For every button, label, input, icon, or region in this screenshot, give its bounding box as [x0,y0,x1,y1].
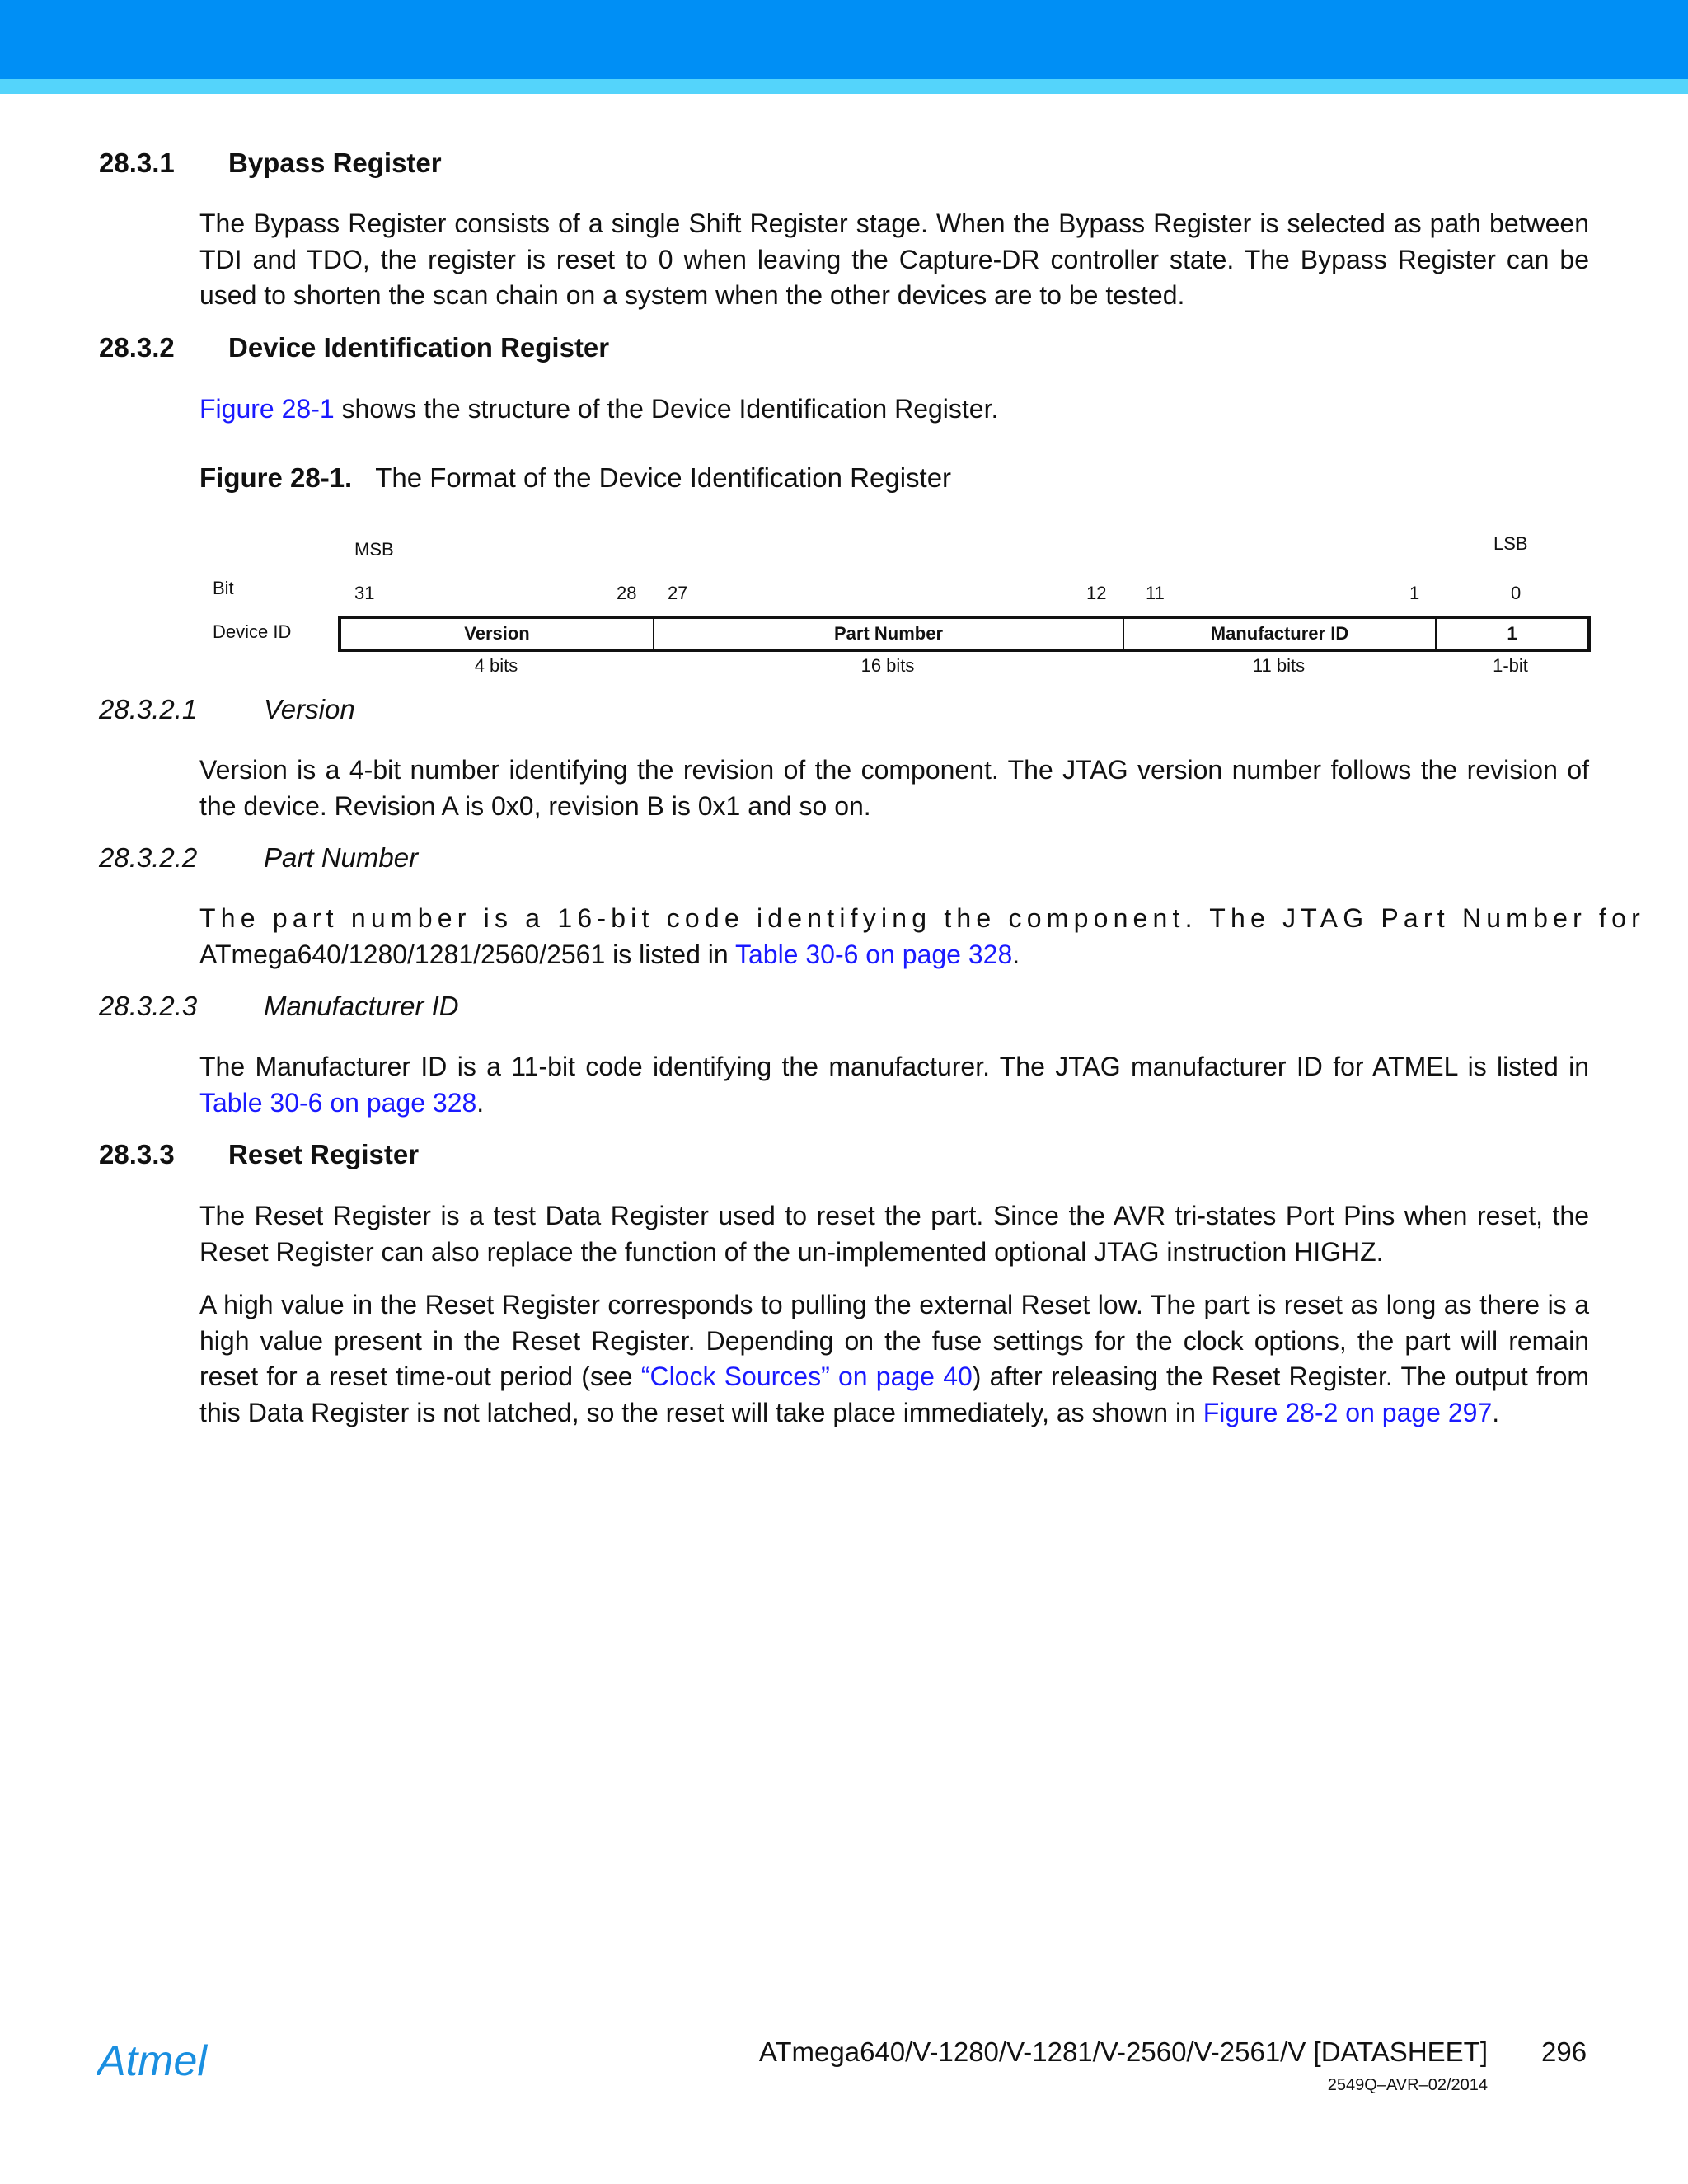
msb-label: MSB [354,539,394,560]
bit-1: 1 [1409,583,1420,603]
field-width-part-number: 16 bits [860,655,915,676]
reset-paragraph-2 [199,1287,1589,1431]
version-paragraph: Version is a 4-bit number identifying the revision of the component. The JTAG version number follows the revision of the device. Revision A is 0x0, revision B is 0x1 and so on. [199,755,1589,821]
footer-document-title: ATmega640/V-1280/V-1281/V-2560/V-2561/V [DATASHEET] [758,2036,1488,2067]
intro-text: shows the structure of the Device Identification Register. [334,394,999,424]
figure-title: The Format of the Device Identification Register [375,462,952,493]
footer-page-number: 296 [1541,2036,1587,2067]
figure-28-1-link[interactable]: Figure 28-1 [199,394,335,424]
manufacturer-id-paragraph [199,1049,1589,1121]
bit-31: 31 [354,583,375,603]
device-id-register [338,616,1591,652]
subsection-title: Part Number [264,842,419,873]
logo-text: Atmel [97,2037,207,2085]
bypass-paragraph: The Bypass Register consists of a single Shift Register stage. When the Bypass Register is selected as path between TDI and TDO, the register is reset to 0 when leaving the Capture-DR controller state. The Bypass Register can be used to shorten the scan chain on a system when the other devices are to be tested. [199,209,1589,310]
section-number: 28.3.2 [99,332,175,363]
field-manufacturer-id: Manufacturer ID [1124,619,1437,649]
field-width-version: 4 bits [474,655,518,676]
section-title: Device Identification Register [228,332,610,363]
bit-28: 28 [617,583,637,603]
header-bar [0,0,1688,79]
section-number: 28.3.1 [99,148,175,178]
device-id-intro [199,391,1589,428]
subsection-title: Version [264,694,355,724]
figure-28-2-link[interactable]: Figure 28-2 on page 297 [1203,1397,1493,1427]
section-title: Bypass Register [228,148,442,178]
reset-text-b: ) after releasing the Reset Register. The output from this Data Register is not latched, so the reset will take place immediately, as shown in [199,1361,1590,1427]
table-30-6-link[interactable]: Table 30-6 on page 328 [734,939,1013,969]
section-title: Reset Register [228,1139,420,1169]
part-number-line-1: The part number is a 16-bit code identifying the component. The JTAG Part Number for [199,903,1646,933]
figure-label: Figure 28-1. [199,462,353,493]
subsection-number: 28.3.2.3 [99,991,198,1021]
clock-sources-link[interactable]: “Clock Sources” on page 40 [640,1361,973,1391]
period: . [1012,939,1020,969]
subsection-number: 28.3.2.1 [99,694,198,724]
figure-caption [199,462,951,494]
section-number: 28.3.3 [99,1139,175,1169]
lsb-label: LSB [1493,533,1528,554]
reset-paragraph-1: The Reset Register is a test Data Register used to reset the part. Since the AVR tri-states Port Pins when reset, the Reset Register can also replace the function of the un-implemented optional JTAG instruction HIGHZ. [199,1201,1589,1267]
bit-11: 11 [1146,583,1165,603]
atmel-logo [97,2036,239,2085]
bit-row-label: Bit [213,578,234,598]
period: . [476,1087,485,1118]
bit-0: 0 [1511,583,1522,603]
table-30-6-link[interactable]: Table 30-6 on page 328 [199,1087,477,1118]
field-part-number: Part Number [654,619,1124,649]
footer-document-code: 2549Q–AVR–02/2014 [1327,2076,1488,2094]
field-width-manufacturer-id: 11 bits [1252,655,1306,676]
part-number-paragraph [199,901,1646,972]
field-width-fixed-bit: 1-bit [1493,655,1528,676]
reset-text-a: A high value in the Reset Register corresponds to pulling the external Reset low. The part is reset as long as there is a high value present in the Reset Register. Depending on the fuse settings for the clock options, the part will remain reset for a reset time-out period (see [199,1290,1589,1391]
subsection-title: Manufacturer ID [264,991,459,1021]
part-number-text: ATmega640/1280/1281/2560/2561 is listed in [199,939,735,969]
header-stripe [0,79,1688,94]
bit-12: 12 [1086,583,1107,603]
period: . [1492,1397,1500,1427]
field-version: Version [341,619,654,649]
bit-27: 27 [668,583,688,603]
subsection-number: 28.3.2.2 [99,842,198,873]
part-number-line-2 [199,937,1589,973]
field-fixed-bit: 1 [1507,623,1517,644]
manufacturer-id-text: The Manufacturer ID is a 11-bit code identifying the manufacturer. The JTAG manufacturer ID for ATMEL is listed in [199,1052,1589,1081]
device-id-row-label: Device ID [213,621,292,642]
